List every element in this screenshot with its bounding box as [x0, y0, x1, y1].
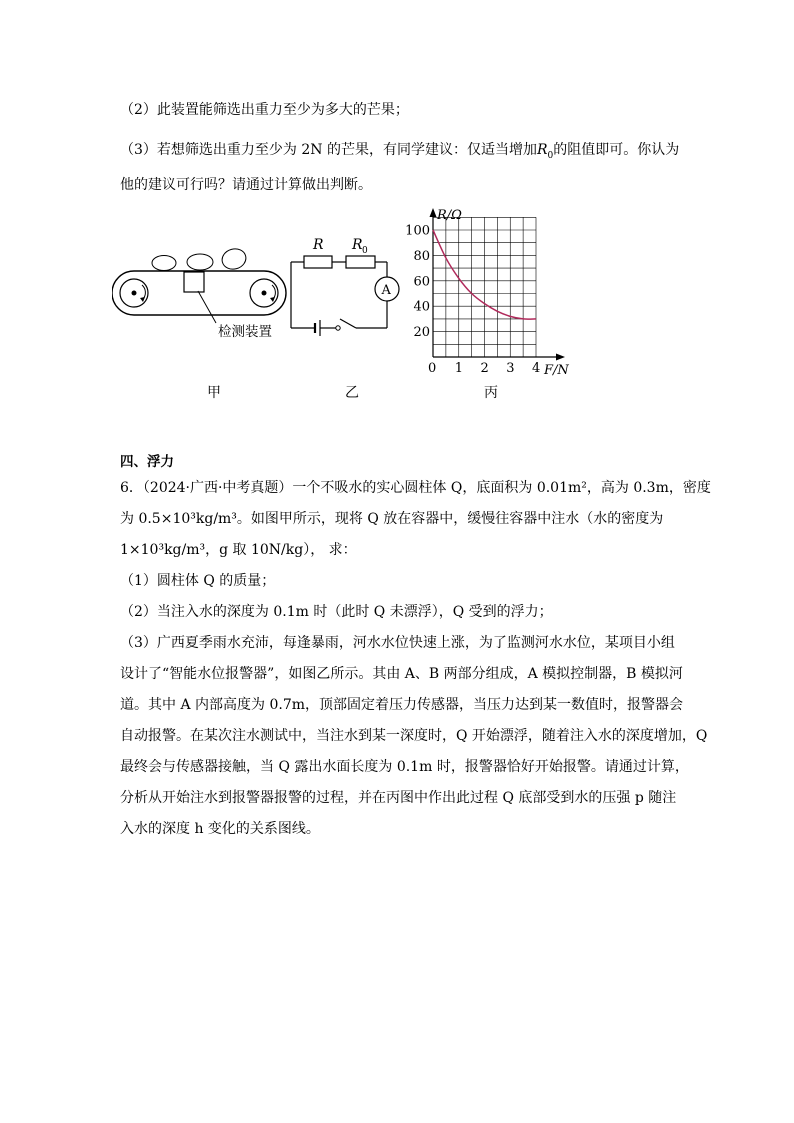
- q6-line-1: 6．（2024·广西·中考真题）一个不吸水的实心圆柱体 Q，底面积为 0.01m²，高为 0.3m，密度: [120, 480, 711, 496]
- detection-device-label: 检测装置: [218, 324, 272, 340]
- y-tick-label: 80: [413, 248, 430, 264]
- origin-label: 0: [428, 361, 437, 376]
- y-tick-label: 20: [413, 325, 430, 341]
- ammeter-label: A: [381, 283, 391, 298]
- x-tick-label: 1: [454, 361, 464, 376]
- resistor-r-label: R: [313, 237, 324, 253]
- resistor-r0-label: R: [352, 237, 363, 253]
- q6-line-12: 入水的深度 h 变化的关系图线。: [120, 821, 320, 837]
- mango-3: [220, 246, 248, 272]
- y-axis-label: R/Ω: [437, 208, 462, 223]
- y-tick-label: 40: [413, 299, 430, 315]
- x-tick-labels: [455, 361, 541, 376]
- y-axis-arrow-icon: [430, 208, 437, 217]
- q6-line-2: 为 0.5×10³kg/m³。如图甲所示，现将 Q 放在容器中，缓慢往容器中注水（水的密度为: [120, 511, 664, 527]
- chart-grid: [433, 217, 536, 357]
- section-4-title: 四、浮力: [120, 454, 174, 470]
- q6-line-5: （2）当注入水的深度为 0.1m 时（此时 Q 未漂浮），Q 受到的浮力；: [120, 604, 553, 620]
- right-arrowhead-icon: [270, 297, 275, 302]
- q5-item-3-text-b: 的阻值即可。你认为: [553, 142, 680, 158]
- switch-blade: [340, 319, 356, 328]
- x-axis-label: F/N: [544, 363, 569, 378]
- left-roller-arrow-icon: [142, 285, 145, 299]
- figure-jia-caption: 甲: [207, 385, 221, 401]
- q6-line-9: 自动报警。在某次注水测试中，当注水到某一深度时，Q 开始漂浮，随着注入水的深度增加，Q: [120, 728, 708, 744]
- r0-symbol: R: [536, 142, 548, 158]
- q6-line-10: 最终会与传感器接触，当 Q 露出水面长度为 0.1m 时，报警器恰好开始报警。请通过计算，: [120, 759, 689, 775]
- q5-item-2: （2）此装置能筛选出重力至少为多大的芒果；: [120, 102, 409, 118]
- q5-item-3-cont: 他的建议可行吗？请通过计算做出判断。: [120, 177, 372, 193]
- right-roller-axle: [262, 291, 267, 296]
- r0-subscript: 0: [547, 150, 554, 161]
- label-leader-line: [198, 291, 216, 323]
- q6-line-4: （1）圆柱体 Q 的质量；: [120, 573, 276, 589]
- resistor-r: [304, 256, 332, 268]
- x-tick-label: 4: [532, 361, 541, 376]
- x-tick-label: 2: [480, 361, 489, 376]
- y-tick-label: 60: [413, 274, 430, 290]
- right-roller-arrow-icon: [272, 285, 275, 299]
- y-tick-labels: [405, 224, 430, 341]
- detection-device: [184, 272, 204, 292]
- q6-line-11: 分析从开始注水到报警器报警的过程，并在丙图中作出此过程 Q 底部受到水的压强 p 随注: [120, 790, 677, 806]
- q6-line-3: 1×10³kg/m³，g 取 10N/kg）， 求：: [120, 542, 357, 558]
- q6-line-8: 道。其中 A 内部高度为 0.7m，顶部固定着压力传感器，当压力达到某一数值时，报警器会: [120, 697, 683, 713]
- q6-line-7: 设计了“智能水位报警器”，如图乙所示。其由 A、B 两部分组成，A 模拟控制器，B 模拟河: [120, 666, 683, 682]
- figure-bing-caption: 丙: [484, 385, 498, 401]
- switch-contact: [336, 326, 340, 330]
- figure-bing-chart: [405, 200, 580, 385]
- mango-1: [152, 256, 176, 271]
- y-tick-label: 100: [405, 223, 430, 239]
- x-tick-label: 3: [506, 361, 515, 376]
- mango-2: [187, 254, 213, 270]
- x-axis-arrow-icon: [556, 354, 565, 361]
- left-arrowhead-icon: [140, 297, 145, 302]
- resistor-r0: [346, 256, 375, 268]
- q6-line-6: （3）广西夏季雨水充沛，每逢暴雨，河水水位快速上涨，为了监测河水水位，某项目小组: [120, 635, 675, 651]
- figure-yi-caption: 乙: [345, 385, 359, 401]
- resistor-r0-sub: 0: [362, 246, 368, 256]
- figure-yi-circuit: [286, 232, 406, 342]
- q5-item-3-text-a: （3）若想筛选出重力至少为 2N 的芒果，有同学建议：仅适当增加: [120, 142, 537, 158]
- q5-item-3: [120, 140, 679, 160]
- left-roller-axle: [132, 291, 137, 296]
